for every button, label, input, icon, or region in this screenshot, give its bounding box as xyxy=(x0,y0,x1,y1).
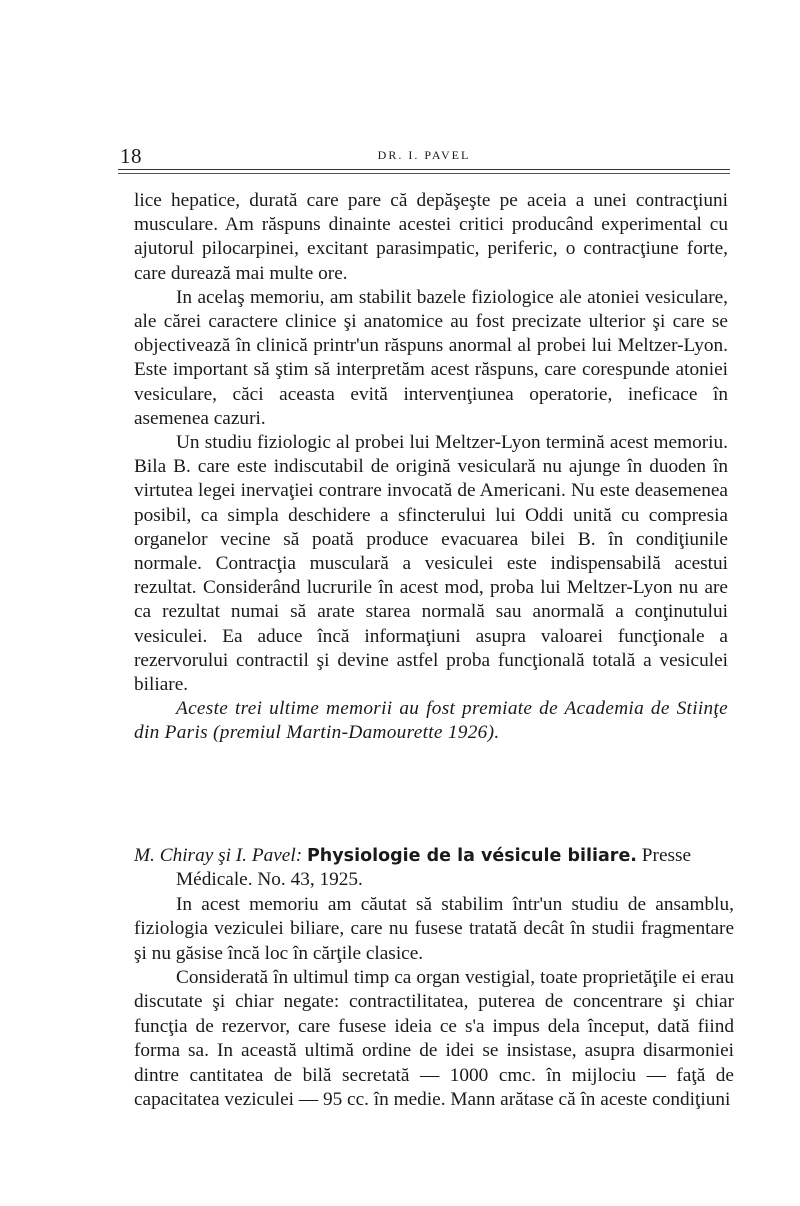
reference-title: Physiologie de la vésicule biliare. xyxy=(306,846,637,866)
reference-journal-details: Médicale. No. 43, 1925. xyxy=(176,869,363,891)
header-rule xyxy=(118,169,730,174)
paragraph-continuation: lice hepatice, durată care pare că depăşeşte pe aceia a unei contracţiuni musculare. Am răspuns dinainte acestei critici producând experimental cu ajutorul pilocarpinei, excitant parasimpatic, periferic, o contracţiune forte, care durează mai multe ore. xyxy=(134,190,728,284)
reference-journal: Presse xyxy=(641,845,692,866)
reference-paragraph-1: In acest memoriu am căutat să stabilim într'un studiu de ansamblu, fiziologia veziculei biliare, care nu fusese tratată decât în studii fragmentare şi nu găsise încă loc în cărţile clasice. xyxy=(134,893,734,964)
reference-entry xyxy=(134,844,734,1112)
page-header xyxy=(118,130,730,170)
award-note: Aceste trei ultime memorii au fost premiate de Academia de Stiinţe din Paris (premiul Martin-Damourette 1926). xyxy=(134,698,728,744)
body-text xyxy=(134,189,728,746)
page-number: 18 xyxy=(120,144,142,168)
reference-heading xyxy=(134,844,734,868)
reference-authors: M. Chiray şi I. Pavel: xyxy=(134,845,303,866)
paragraph-meltzer-lyon: Un studiu fiziologic al probei lui Meltzer-Lyon termină acest memoriu. Bila B. care este indiscutabil de origină vesiculară nu ajunge în duoden în virtutea legei inervaţiei contrare invocată de Americani. Nu este deasemenea posibil, ca simpla deschidere a sfincterului lui Oddi unită cu compresia organelor vecine să poată produce evacuarea bilei B. în condiţiunile normale. Contracţia musculară a vesiculei este indispensabilă acestui rezultat. Considerând lucrurile în acest mod, proba lui Meltzer-Lyon nu are ca rezultat numai să arate starea normală sau anormală a conţinutului vesiculei. Ea aduce încă informaţiuni asupra valoarei funcţionale a rezervorului contractil şi devine astfel proba funcţională totală a vesiculei biliare. xyxy=(134,432,728,696)
paragraph-atonia: In acelaş memoriu, am stabilit bazele fiziologice ale atoniei vesiculare, ale cărei caractere clinice şi anatomice au fost precizate ulterior şi care se objectivează în clinică printr'un răspuns anormal al probei lui Meltzer-Lyon. Este important să ştim să interpretăm acest răspuns, care corespunde atoniei vesiculare, căci aceasta evită intervenţiunea operatorie, ineficace în asemenea cazuri. xyxy=(134,286,728,429)
running-head: DR. I. PAVEL xyxy=(377,148,471,162)
reference-paragraph-2: Considerată în ultimul timp ca organ vestigial, toate proprietăţile ei erau discutate şi chiar negate: contractilitatea, puterea de concentrare şi chiar funcţia de rezervor, care fusese ideia ce s'a impus dela început, dată fiind forma sa. In această ultimă ordine de idei se insistase, asupra disarmoniei dintre cantitatea de bilă secretată — 1000 cmc. în mijlociu — faţă de capacitatea veziculei — 95 cc. în medie. Mann arătase că în aceste condiţiuni xyxy=(134,967,734,1111)
